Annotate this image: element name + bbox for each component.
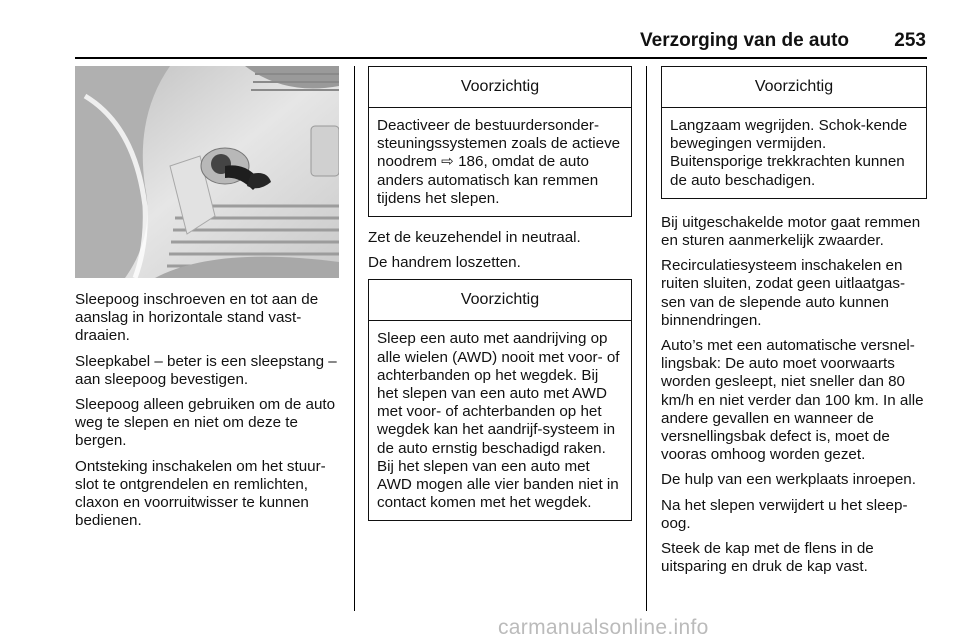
column-divider-1 <box>354 66 355 611</box>
caution-text: Deactiveer de bestuurdersonder-steuningssystemen zoals de actieve noodrem ⇨ 186, omdat de auto anders automatisch kan remmen tijdens het slepen. <box>377 117 621 207</box>
paragraph: Recirculatiesysteem inschakelen en ruiten sluiten, zodat geen uitlaatgas-sen van de slepende auto kunnen binnendringen. <box>661 257 906 329</box>
caution-box <box>368 66 632 217</box>
tow-eye-illustration <box>75 66 339 278</box>
caution-text: Sleep een auto met aandrijving op alle wielen (AWD) nooit met voor- of achterbanden op het wegdek. Bij het slepen van een auto met AWD met voor- of achterbanden op het wegdek kan het aandrijf-systeem in de auto ernstig beschadigd raken. Bij het slepen van een auto met AWD mogen alle vier banden niet in contact komen met het wegdek. <box>377 330 620 512</box>
paragraph: Steek de kap met de flens in de uitsparing en druk de kap vast. <box>661 540 874 576</box>
page-number: 253 <box>894 30 926 51</box>
watermark: carmanualsonline.info <box>498 616 709 639</box>
column-1 <box>75 291 343 537</box>
paragraph: De handrem loszetten. <box>368 254 521 272</box>
caution-text: Langzaam wegrijden. Schok-kende bewegingen vermijden. Buitensporige trekkrachten kunnen de auto beschadigen. <box>670 117 908 189</box>
paragraph: Sleepoog inschroeven en tot aan de aanslag in horizontale stand vast-draaien. <box>75 291 319 345</box>
tow-eye-photo <box>75 66 339 278</box>
paragraph: Sleepoog alleen gebruiken om de auto weg te slepen en niet om deze te bergen. <box>75 396 336 450</box>
header-rule <box>75 57 927 59</box>
column-3 <box>661 66 927 583</box>
caution-title: Voorzichtig <box>369 67 631 108</box>
paragraph: Auto’s met een automatische versnel-lingsbak: De auto moet voorwaarts worden gesleept, niet sneller dan 80 km/h en niet verder dan 100 km. In alle andere gevallen en wanneer de versnellingsbak defect is, moet de vooras omhoog worden gezet. <box>661 337 924 464</box>
paragraph: De hulp van een werkplaats inroepen. <box>661 471 916 489</box>
paragraph: Sleepkabel – beter is een sleepstang – aan sleepoog bevestigen. <box>75 352 337 388</box>
page-header <box>640 30 926 54</box>
caution-title: Voorzichtig <box>369 280 631 321</box>
caution-title: Voorzichtig <box>662 67 926 108</box>
caution-box <box>368 279 632 521</box>
paragraph: Na het slepen verwijdert u het sleep-oog. <box>661 496 908 532</box>
column-divider-2 <box>646 66 647 611</box>
paragraph: Zet de keuzehendel in neutraal. <box>368 229 581 247</box>
page-title: Verzorging van de auto <box>640 30 850 51</box>
column-2 <box>368 66 632 533</box>
paragraph: Ontsteking inschakelen om het stuur-slot te ontgrendelen en remlichten, claxon en voorruitwisser te kunnen bedienen. <box>75 457 326 530</box>
paragraph: Bij uitgeschakelde motor gaat remmen en sturen aanmerkelijk zwaarder. <box>661 213 921 250</box>
caution-box <box>661 66 927 199</box>
